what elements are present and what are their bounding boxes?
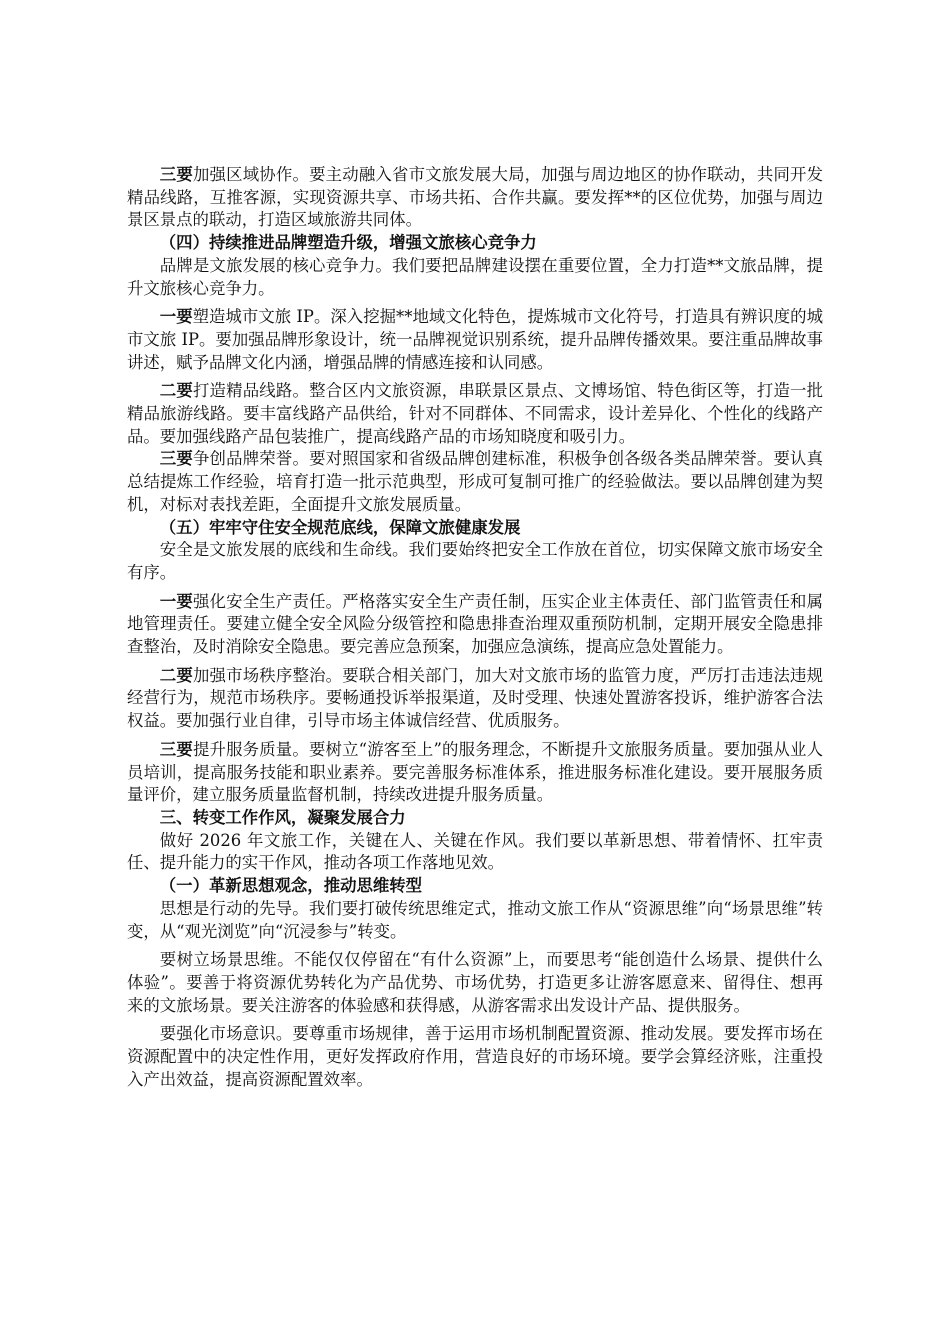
section-heading: （一）革新思想观念，推动思维转型 bbox=[159, 876, 423, 896]
paragraph-text: 争创品牌荣誉。要对照国家和省级品牌创建标准，积极争创各级各类品牌荣誉。要认真总结提炼工作经验，培育打造一批示范典型，形成可复制可推广的经验做法。要以品牌创建为契机，对标对表找差距，全面提升文旅发展质量。 bbox=[127, 449, 823, 514]
paragraph-text: 塑造城市文旅 IP。深入挖掘**地域文化特色，提炼城市文化符号，打造具有辨识度的城市文旅 IP。要加强品牌形象设计，统一品牌视觉识别系统，提升品牌传播效果。要注重品牌故事讲述，赋予品牌文化内涵，增强品牌的情感连接和认同感。 bbox=[127, 307, 823, 372]
paragraph-text: 提升服务质量。要树立“游客至上”的服务理念，不断提升文旅服务质量。要加强从业人员培训，提高服务技能和职业素养。要完善服务标准体系，推进服务标准化建设。要开展服务质量评价，建立服务质量监督机制，持续改进提升服务质量。 bbox=[127, 739, 824, 805]
paragraph-text: 加强区域协作。要主动融入省市文旅发展大局，加强与周边地区的协作联动，共同开发精品线路，互推客源，实现资源共享、市场共拓、合作共赢。要发挥**的区位优势，加强与周边景区景点的联动，打造区域旅游共同体。 bbox=[127, 165, 823, 230]
section-heading: （五）牢牢守住安全规范底线，保障文旅健康发展 bbox=[159, 517, 521, 537]
paragraph bbox=[127, 380, 823, 448]
paragraph-text: 强化安全生产责任。严格落实安全生产责任制，压实企业主体责任、部门监管责任和属地管理责任。要建立健全安全风险分级管控和隐患排查治理双重预防机制，定期开展安全隐患排查整治，及时消除安全隐患。要完善应急预案，加强应急演练，提高应急处置能力。 bbox=[127, 591, 823, 657]
chapter-heading: 三、转变工作作风，凝聚发展合力 bbox=[159, 807, 406, 827]
paragraph: 要强化市场意识。要尊重市场规律，善于运用市场机制配置资源、推动发展。要发挥市场在资源配置中的决定性作用，更好发挥政府作用，营造良好的市场环境。要学会算经济账，注重投入产出效益，提高资源配置效率。 bbox=[127, 1024, 823, 1089]
paragraph: 要树立场景思维。不能仅仅停留在“有什么资源”上，而要思考“能创造什么场景、提供什么体验”。要善于将资源优势转化为产品优势、市场优势，打造更多让游客愿意来、留得住、想再来的文旅场景。要关注游客的体验感和获得感，从游客需求出发设计产品、提供服务。 bbox=[127, 950, 823, 1015]
paragraph-lead: 三要 bbox=[159, 449, 193, 469]
paragraph bbox=[127, 164, 823, 232]
paragraph-lead: 三要 bbox=[159, 165, 193, 184]
section-heading: （四）持续推进品牌塑造升级，增强文旅核心竞争力 bbox=[159, 233, 537, 253]
paragraph-lead: 二要 bbox=[159, 381, 193, 401]
paragraph bbox=[127, 448, 823, 516]
document-body bbox=[127, 164, 823, 1091]
paragraph-lead: 一要 bbox=[159, 591, 193, 611]
paragraph bbox=[127, 665, 823, 733]
paragraph: 品牌是文旅发展的核心竞争力。我们要把品牌建设摆在重要位置，全力打造**文旅品牌，提升文旅核心竞争力。 bbox=[127, 255, 823, 298]
paragraph bbox=[127, 306, 823, 374]
paragraph-text: 打造精品线路。整合区内文旅资源，串联景区景点、文博场馆、特色街区等，打造一批精品旅游线路。要丰富线路产品供给，针对不同群体、不同需求，设计差异化、个性化的线路产品。要加强线路产品包装推广，提高线路产品的市场知晓度和吸引力。 bbox=[127, 381, 823, 446]
paragraph-lead: 二要 bbox=[159, 665, 193, 685]
paragraph: 安全是文旅发展的底线和生命线。我们要始终把安全工作放在首位，切实保障文旅市场安全有序。 bbox=[127, 540, 823, 582]
paragraph: 思想是行动的先导。我们要打破传统思维定式，推动文旅工作从“资源思维”向“场景思维”转变，从“观光浏览”向“沉浸参与”转变。 bbox=[127, 898, 823, 941]
paragraph: 做好 2026 年文旅工作，关键在人、关键在作风。我们要以革新思想、带着情怀、扛牢责任、提升能力的实干作风，推动各项工作落地见效。 bbox=[127, 830, 823, 873]
paragraph-lead: 三要 bbox=[159, 739, 193, 759]
paragraph-text: 加强市场秩序整治。要联合相关部门，加大对文旅市场的监管力度，严厉打击违法违规经营行为，规范市场秩序。要畅通投诉举报渠道，及时受理、快速处置游客投诉，维护游客合法权益。要加强行业自律，引导市场主体诚信经营、优质服务。 bbox=[127, 665, 823, 731]
paragraph bbox=[127, 739, 823, 807]
paragraph-lead: 一要 bbox=[159, 307, 193, 327]
paragraph bbox=[127, 591, 823, 659]
